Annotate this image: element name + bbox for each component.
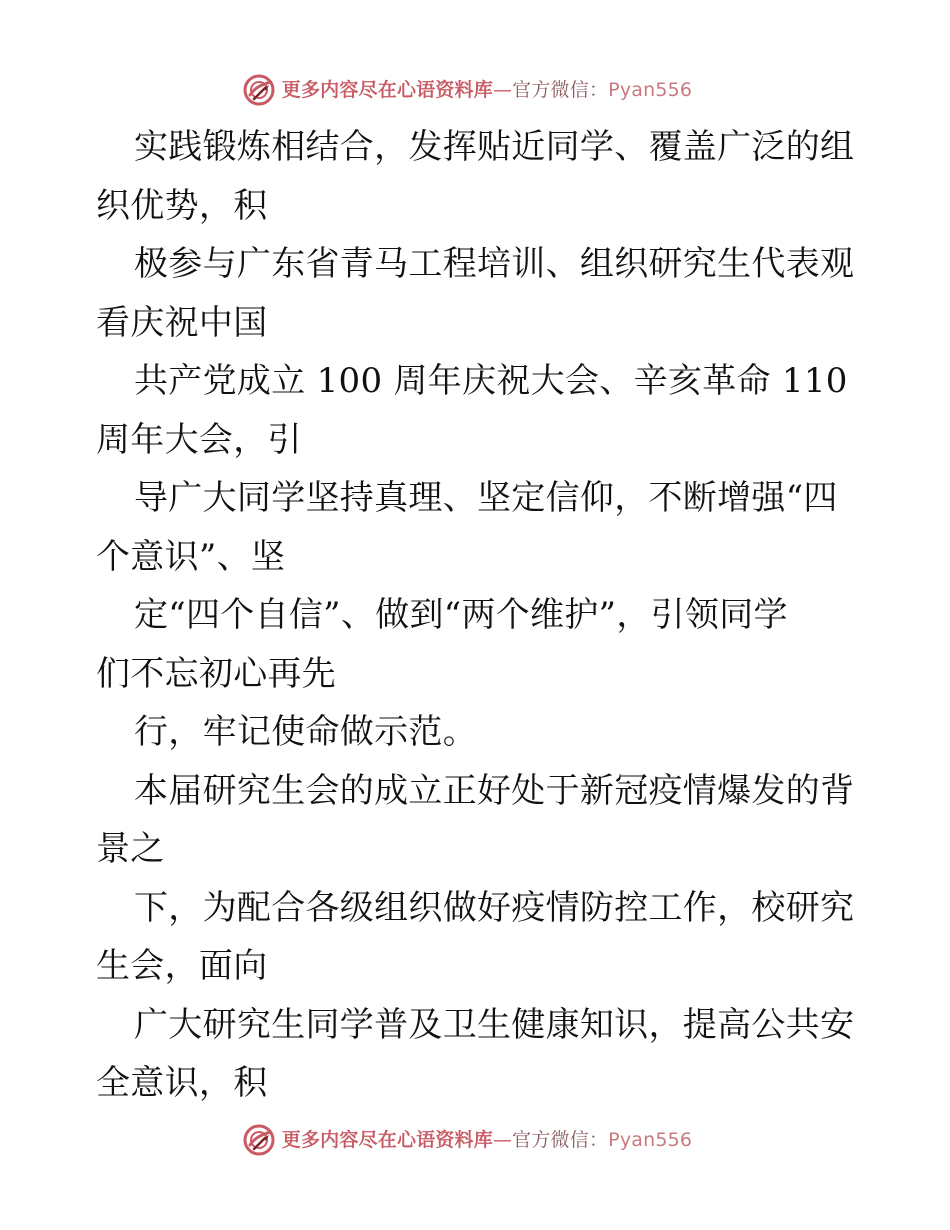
footer-banner [0,1120,950,1160]
paragraph-line: 景之 [96,829,165,869]
banner-label: 官方微信： [512,78,609,101]
brand-logo-icon [242,1123,276,1157]
header-banner [0,70,950,110]
paragraph-line: 行，牢记使命做示范。 [134,712,477,752]
paragraph-line: 个意识”、坚 [96,536,286,577]
banner-separator: — [492,78,513,101]
banner-handle: Pyan556 [608,1128,693,1151]
banner-content [242,73,692,107]
banner-content [242,1123,692,1157]
paragraph-line: 生会，面向 [96,946,268,986]
paragraph-line: 们不忘初心再先 [96,653,337,694]
paragraph-line: 极参与广东省青马工程培训、组织研究生代表观 [134,244,855,284]
paragraph-line: 看庆祝中国 [96,302,268,343]
banner-main-text: 更多内容尽在心语资料库 [281,1128,493,1151]
paragraph-line: 导广大同学坚持真理、坚定信仰，不断增强“四 [134,478,838,518]
paragraph-line: 共产党成立 100 周年庆祝大会、辛亥革命 110 [134,361,848,401]
paragraph-line: 织优势，积 [96,185,268,226]
paragraph-line: 本届研究生会的成立正好处于新冠疫情爆发的背 [134,770,855,811]
document-body [96,118,856,1113]
paragraph-line: 全意识，积 [96,1063,268,1103]
paragraph-line: 下，为配合各级组织做好疫情防控工作，校研究 [134,887,855,928]
paragraph-line: 实践锻炼相结合，发挥贴近同学、覆盖广泛的组 [134,127,855,167]
paragraph-line: 定“四个自信”、做到“两个维护”，引领同学 [134,595,788,635]
paragraph-line: 广大研究生同学普及卫生健康知识，提高公共安 [134,1004,855,1045]
banner-main-text: 更多内容尽在心语资料库 [281,78,493,101]
banner-handle: Pyan556 [608,78,693,101]
banner-text [281,1128,693,1151]
banner-text [281,78,693,101]
banner-label: 官方微信： [512,1128,609,1151]
banner-separator: — [492,1128,513,1151]
paragraph-line: 周年大会，引 [96,419,302,460]
brand-logo-icon [242,73,276,107]
